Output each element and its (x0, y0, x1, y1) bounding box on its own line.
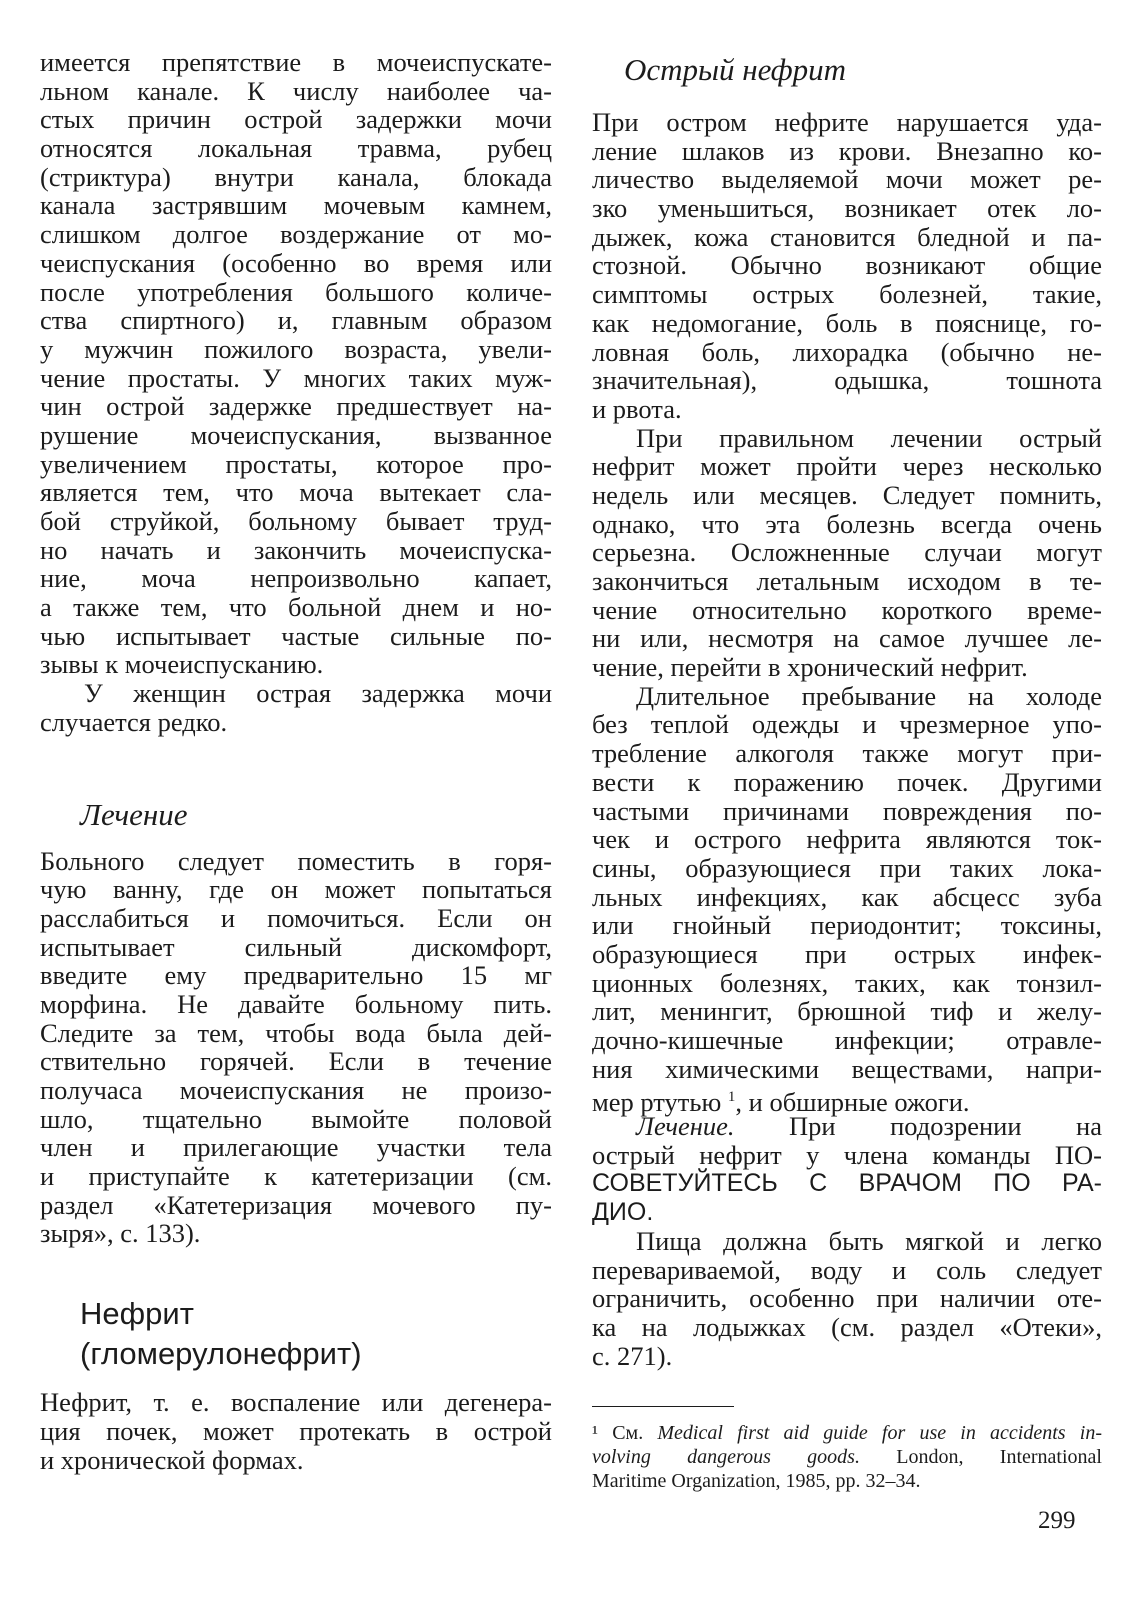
text-line: зывы к мочеиспусканию. (40, 649, 324, 680)
text-line: СОВЕТУЙТЕСЬ С ВРАЧОМ ПО РА- (592, 1169, 1102, 1198)
text-line: ДИО. (592, 1198, 654, 1227)
text-line: у мужчин пожилого возраста, увели- (40, 333, 552, 364)
text-line: имеется препятствие в мочеиспускате- (40, 47, 552, 77)
nephritis-heading-line: Нефрит (80, 1296, 194, 1332)
text-line: недель или месяцев. Следует помнить, (592, 479, 1102, 510)
text-line: ка на лодыжках (см. раздел «Отеки», (592, 1311, 1102, 1342)
text-line: с. 271). (592, 1340, 673, 1371)
page-number: 299 (1038, 1507, 1076, 1534)
text-line: раздел «Катетеризация мочевого пу- (40, 1189, 552, 1220)
text-span: См. (598, 1422, 658, 1445)
text-line: получаса мочеиспускания не произо- (40, 1075, 552, 1105)
text-line: ства спиртного) и, главным образом (40, 305, 552, 336)
acute-paragraph-2 (592, 424, 1102, 682)
text-line: вести к поражению почек. Другими (592, 766, 1102, 797)
text-line: зко уменьшиться, возникает отек ло- (592, 193, 1102, 224)
text-line: При остром нефрите нарушается уда- (592, 107, 1102, 137)
text-span: London, International (859, 1446, 1102, 1469)
text-line: чение простаты. У многих таких муж- (40, 362, 552, 393)
text-line (592, 1112, 1102, 1141)
text-line: ствительно горячей. Если в течение (40, 1046, 552, 1077)
footnote-title: volving dangerous goods. (592, 1446, 860, 1469)
text-line: ление шлаков из крови. Внезапно ко- (592, 135, 1102, 166)
acute-treatment-paragraph (592, 1112, 1102, 1227)
left-column (40, 48, 552, 1474)
text-line: Пища должна быть мягкой и легко (636, 1225, 1102, 1256)
treatment-paragraph (40, 847, 552, 1249)
text-line: увеличением простаты, которое про- (40, 448, 552, 479)
text-line: симптомы острых болезней, такие, (592, 279, 1102, 310)
text-line: бой струйкой, больному бывает труд- (40, 506, 552, 536)
text-line: льных инфекциях, как абсцесс зуба (592, 881, 1102, 912)
text-line: чеиспускания (особенно во время или (40, 247, 552, 278)
text-line: после употребления большого количе- (40, 276, 552, 307)
text-line: дочно-кишечные инфекции; отравле- (592, 1025, 1102, 1055)
text-line: лит, менингит, брюшной тиф и желу- (592, 996, 1102, 1027)
text-line: ограничить, особенно при наличии оте- (592, 1283, 1102, 1314)
nephritis-heading (40, 1294, 552, 1374)
text-line: частыми причинами повреждения по- (592, 795, 1102, 826)
text-line: ловная боль, лихорадка (обычно не- (592, 336, 1102, 367)
text-line: чение относительно короткого време- (592, 594, 1102, 625)
text-line: перевариваемой, воду и соль следует (592, 1254, 1102, 1285)
text-line: ни или, несмотря на самое лучшее ле- (592, 623, 1102, 654)
text-line: случается редко. (40, 706, 228, 737)
footnote-mark: ¹ (592, 1422, 598, 1445)
text-line: стых причин острой задержки мочи (40, 104, 552, 135)
nephritis-heading-line: (гломерулонефрит) (80, 1336, 362, 1372)
text-line: дыжек, кожа становится бледной и па- (592, 221, 1102, 252)
text-line: ция почек, может протекать в острой (40, 1415, 552, 1446)
text-line: морфина. Не давайте больному пить. (40, 988, 552, 1019)
text-line: При правильном лечении острый (636, 422, 1102, 453)
text-line: льном канале. К числу наиболее ча- (40, 75, 552, 106)
text-line: без теплой одежды и чрезмерное упо- (592, 709, 1102, 740)
nephritis-paragraph (40, 1388, 552, 1474)
text-line: зыря», с. 133). (40, 1218, 201, 1249)
footnote-ref: 1 (727, 1089, 736, 1106)
text-line: шло, тщательно вымойте половой (40, 1103, 552, 1134)
text-line: и рвота. (592, 393, 682, 424)
treatment-heading: Лечение (80, 796, 188, 832)
text-line: ние, моча непроизвольно капает, (40, 563, 552, 594)
text-line: рушение мочеиспускания, вызванное (40, 419, 552, 450)
text-line: ния химическими веществами, напри- (592, 1053, 1102, 1084)
text-line: слишком долгое воздержание от мо- (40, 219, 552, 250)
text-line: требление алкоголя также могут при- (592, 738, 1102, 769)
text-line: У женщин острая задержка мочи (84, 678, 552, 709)
text-line: Длительное пребывание на холоде (636, 680, 1102, 711)
acute-paragraph-3 (592, 680, 1102, 1118)
text-line: относятся локальная травма, рубец (40, 133, 552, 164)
footnote-title: Medical first aid guide for use in accidents in- (657, 1422, 1102, 1445)
text-line: Нефрит, т. е. воспаление или дегенера- (40, 1387, 552, 1418)
text-line: чую ванну, где он может попытаться (40, 874, 552, 905)
text-line: личество выделяемой мочи может ре- (592, 164, 1102, 195)
right-column (592, 48, 1102, 1493)
text-line (592, 1083, 1102, 1118)
continuation-paragraph (40, 48, 552, 679)
text-line: член и прилегающие участки тела (40, 1132, 552, 1163)
text-line: канала застрявшим мочевым камнем, (40, 190, 552, 221)
text-line: (стриктура) внутри канала, блокада (40, 161, 552, 192)
footnote-rule (592, 1406, 734, 1407)
text-line: закончиться летальным исходом в те- (592, 566, 1102, 596)
text-line: значительная), одышка, тошнота (592, 365, 1102, 396)
text-line: чин острой задержке предшествует на- (40, 391, 552, 422)
footnote-line (592, 1445, 1102, 1469)
acute-paragraph-1 (592, 108, 1102, 424)
footnote (592, 1421, 1102, 1493)
text-line: образующиеся при острых инфек- (592, 938, 1102, 969)
text-line: стозной. Обычно возникают общие (592, 250, 1102, 281)
text-line: острый нефрит у члена команды ПО- (592, 1139, 1102, 1170)
text-line: однако, что эта болезнь всегда очень (592, 508, 1102, 539)
text-line: как недомогание, боль в пояснице, го- (592, 307, 1102, 338)
text-line: а также тем, что больной днем и но- (40, 592, 552, 623)
text-line: испытывает сильный дискомфорт, (40, 931, 552, 962)
text-line: является тем, что моча вытекает сла- (40, 477, 552, 508)
text-line: Больного следует поместить в горя- (40, 845, 552, 876)
text-line: и хронической формах. (40, 1444, 304, 1475)
text-line: введите ему предварительно 15 мг (40, 960, 552, 991)
text-line: Следите за тем, чтобы вода была дей- (40, 1017, 552, 1048)
text-line: серьезна. Осложненные случаи могут (592, 537, 1102, 568)
text-line: расслабиться и помочиться. Если он (40, 902, 552, 933)
text-line: чение, перейти в хронический нефрит. (592, 652, 1028, 683)
text-span: мер ртутью (592, 1087, 728, 1118)
text-line: чью испытывает частые сильные по- (40, 620, 552, 651)
text-span: При подозрении на (734, 1111, 1102, 1142)
text-line: сины, образующиеся при таких лока- (592, 852, 1102, 883)
treatment-lead: Лечение. (636, 1111, 735, 1142)
footnote-line: Maritime Organization, 1985, pp. 32–34. (592, 1470, 921, 1493)
acute-nephritis-heading: Острый нефрит (624, 52, 847, 87)
footnote-line (592, 1421, 1102, 1445)
acute-paragraph-4 (592, 1227, 1102, 1370)
text-line: но начать и закончить мочеиспуска- (40, 534, 552, 565)
text-line: или гнойный периодонтит; токсины, (592, 910, 1102, 941)
text-span: , и обширные ожоги. (735, 1087, 970, 1118)
text-line: и приступайте к катетеризации (см. (40, 1161, 552, 1192)
text-line: нефрит может пройти через несколько (592, 451, 1102, 482)
text-line: чек и острого нефрита являются ток- (592, 824, 1102, 855)
text-line: ционных болезнях, таких, как тонзил- (592, 967, 1102, 998)
women-paragraph (40, 679, 552, 736)
